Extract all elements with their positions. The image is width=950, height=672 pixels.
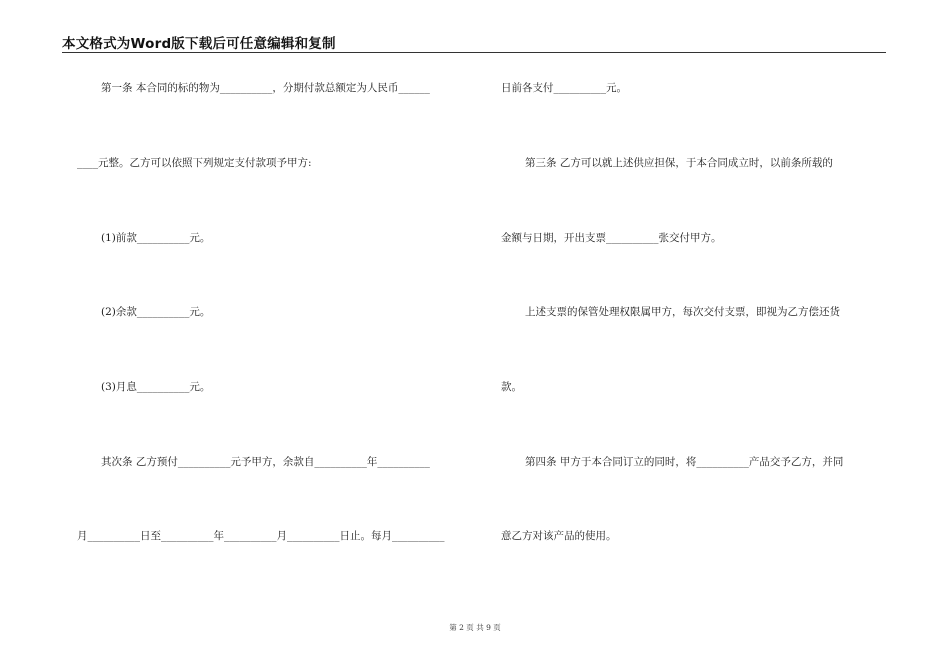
left-line-1: 第一条 本合同的标的物为__________，分期付款总额定为人民币______ bbox=[101, 82, 430, 94]
left-line-2: ____元整。乙方可以依照下列规定支付款项予甲方: bbox=[77, 157, 312, 169]
right-line-5: 款。 bbox=[501, 381, 522, 393]
right-line-1: 日前各支付__________元。 bbox=[501, 82, 627, 94]
left-line-5: (3)月息__________元。 bbox=[101, 381, 211, 393]
right-line-3: 金额与日期，开出支票__________张交付甲方。 bbox=[501, 232, 722, 244]
left-line-6: 其次条 乙方预付__________元予甲方，余款自__________年__________ bbox=[101, 456, 430, 468]
left-line-3: (1)前款__________元。 bbox=[101, 232, 211, 244]
right-line-6: 第四条 甲方于本合同订立的同时，将__________产品交予乙方，并同 bbox=[525, 456, 844, 468]
right-line-7: 意乙方对该产品的使用。 bbox=[501, 530, 617, 542]
left-line-7: 月__________日至__________年__________月__________日止。每月__________ bbox=[77, 530, 445, 542]
right-line-4: 上述支票的保管处理权限属甲方，每次交付支票，即视为乙方偿还货 bbox=[525, 306, 840, 318]
document-header-title: 本文格式为Word版下载后可任意编辑和复制 bbox=[62, 36, 336, 52]
right-line-2: 第三条 乙方可以就上述供应担保，于本合同成立时，以前条所载的 bbox=[525, 157, 833, 169]
page-number: 第 2 页 共 9 页 bbox=[449, 623, 501, 632]
left-line-4: (2)余款__________元。 bbox=[101, 306, 211, 318]
header-divider bbox=[62, 52, 886, 53]
